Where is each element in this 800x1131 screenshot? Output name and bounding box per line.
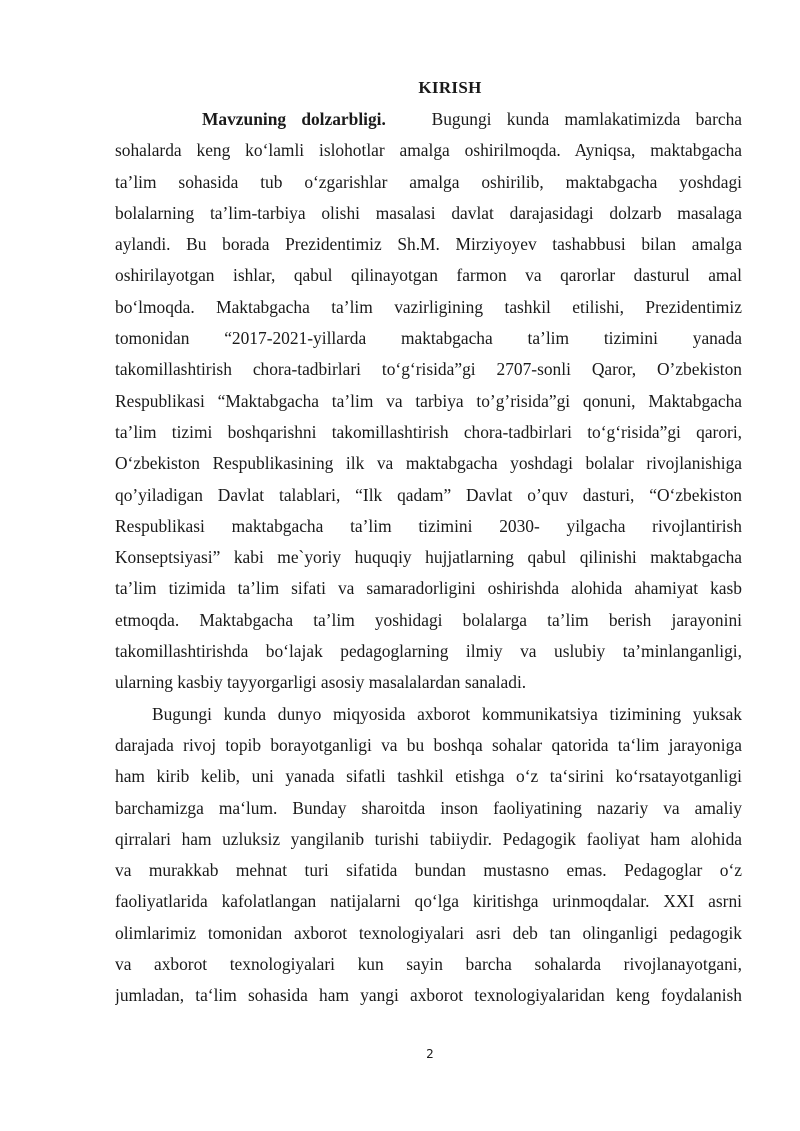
text-line: va murakkab mehnat turi sifatida bundan mustasno emas. Pedagoglar o‘z [115,860,742,881]
text-line: ularning kasbiy tayyorgarligi asosiy masalalardan sanaladi. [115,672,527,693]
text-line: va axborot texnologiyalari kun sayin barcha sohalarda rivojlanayotgani, [115,954,742,975]
text-line: bo‘lmoqda. Maktabgacha ta’lim vazirligining tashkil etilishi, Prezidentimiz [115,296,742,317]
text-line: olimlarimiz tomonidan axborot texnologiyalari asri deb tan olinganligi pedagogik [115,922,742,943]
text-line: takomillashtirishda bo‘lajak pedagoglarning ilmiy va uslubiy ta’minlanganligi, [115,641,742,662]
text-line: ta’lim sohasida tub o‘zgarishlar amalga oshirilib, maktabgacha yoshdagi [115,171,742,192]
text-line: Konseptsiyasi” kabi me`yoriy huquqiy hujjatlarning qabul qilinishi maktabgacha [115,547,742,568]
text-line: Respublikasi “Maktabgacha ta’lim va tarbiya to’g’risida”gi qonuni, Maktabgacha [115,390,742,411]
text-line: barchamizga ma‘lum. Bunday sharoitda inson faoliyatining nazariy va amaliy [115,797,742,818]
text-line: Respublikasi maktabgacha ta’lim tizimini 2030- yilgacha rivojlantirish [115,515,742,536]
paragraph-ict [115,699,742,1012]
section-heading: KIRISH [418,78,482,97]
text-line: qirralari ham uzluksiz yangilanib turishi tabiiydir. Pedagogik faoliyat ham alohida [115,828,742,849]
text-line: takomillashtirish chora-tadbirlari to‘g‘risida”gi 2707-sonli Qaror, O’zbekiston [115,359,742,380]
body-text [115,104,742,1012]
text-line: bolalarning ta’lim-tarbiya olishi masalasi davlat darajasidagi dolzarb masalaga [115,202,742,223]
text-line: ta’lim tizimi boshqarishni takomillashtirish chora-tadbirlari to‘g‘risida”gi qarori, [115,421,742,442]
text-line: Mavzuning dolzarbligi. Bugungi kunda mamlakatimizda barcha [202,109,742,129]
text-line: ham kirib kelib, uni yanada sifatli tashkil etishga o‘z ta‘sirini ko‘rsatayotganligi [115,766,742,787]
text-line: faoliyatlarida kafolatlangan natijalarni qo‘lga kiritishga urinmoqdalar. XXI asrni [115,891,742,912]
text-line: darajada rivoj topib borayotganligi va bu boshqa sohalar qatorida ta‘lim jarayoniga [115,734,742,755]
text-line: oshirilayotgan ishlar, qabul qilinayotgan farmon va qarorlar dasturul amal [115,265,742,286]
text-line: tomonidan “2017-2021-yillarda maktabgacha ta’lim tizimini yanada [115,328,742,349]
text-line: ta’lim tizimida ta’lim sifati va samaradorligini oshirishda alohida ahamiyat kasb [115,578,742,599]
page-number: 2 [426,1047,434,1061]
text-line: sohalarda keng ko‘lamli islohotlar amalga oshirilmoqda. Ayniqsa, maktabgacha [115,140,742,161]
text-line: qo’yiladigan Davlat talablari, “Ilk qadam” Davlat o’quv dasturi, “O‘zbekiston [115,484,742,505]
text-line: aylandi. Bu borada Prezidentimiz Sh.M. Mirziyoyev tashabbusi bilan amalga [115,234,742,255]
text-line: jumladan, ta‘lim sohasida ham yangi axborot texnologiyalaridan keng foydalanish [115,985,742,1006]
text-line: O‘zbekiston Respublikasining ilk va maktabgacha yoshdagi bolalar rivojlanishiga [115,453,742,474]
text-line: etmoqda. Maktabgacha ta’lim yoshidagi bolalarga ta’lim berish jarayonini [115,609,742,630]
lead-phrase: Mavzuning dolzarbligi. [202,109,386,129]
text-line: Bugungi kunda dunyo miqyosida axborot kommunikatsiya tizimining yuksak [152,703,742,724]
paragraph-relevance [115,104,742,699]
